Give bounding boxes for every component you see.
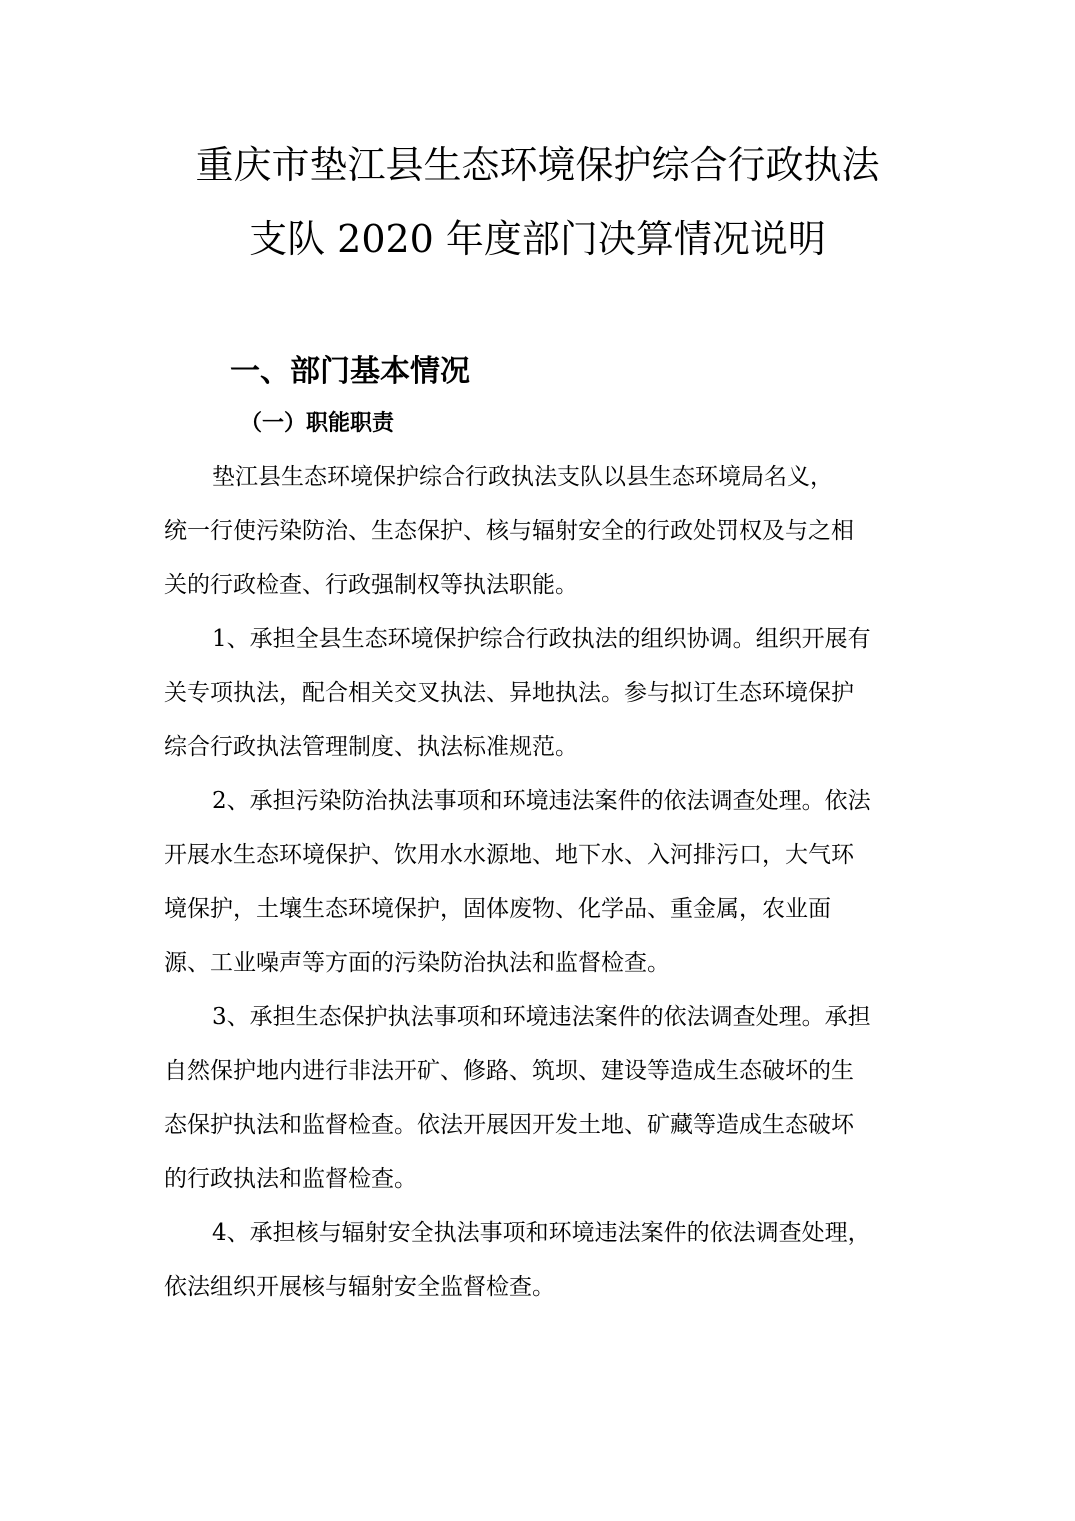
paragraph-line: 境保护，土壤生态环境保护，固体废物、化学品、重金属，农业面	[164, 896, 831, 922]
paragraph-intro	[164, 450, 924, 612]
paragraph-line: 统一行使污染防治、生态保护、核与辐射安全的行政处罚权及与之相	[164, 518, 854, 544]
paragraph-line: 3、承担生态保护执法事项和环境违法案件的依法调查处理。承担	[212, 1004, 871, 1030]
paragraph-line: 自然保护地内进行非法开矿、修路、筑坝、建设等造成生态破坏的生	[164, 1058, 854, 1084]
paragraph-line: 开展水生态环境保护、饮用水水源地、地下水、入河排污口，大气环	[164, 842, 854, 868]
paragraph-line: 依法组织开展核与辐射安全监督检查。	[164, 1274, 555, 1300]
paragraph-line: 垫江县生态环境保护综合行政执法支队以县生态环境局名义，	[212, 464, 833, 490]
paragraph-item-4	[164, 1206, 924, 1314]
paragraph-line: 1、承担全县生态环境保护综合行政执法的组织协调。组织开展有	[212, 626, 871, 652]
paragraph-line: 关专项执法，配合相关交叉执法、异地执法。参与拟订生态环境保护	[164, 680, 854, 706]
paragraph-item-2	[164, 774, 924, 990]
paragraph-item-3	[164, 990, 924, 1206]
paragraph-line: 综合行政执法管理制度、执法标准规范。	[164, 734, 578, 760]
paragraph-line: 源、工业噪声等方面的污染防治执法和监督检查。	[164, 950, 670, 976]
document-title-line-2: 支队 2020 年度部门决算情况说明	[249, 217, 826, 261]
paragraph-line: 态保护执法和监督检查。依法开展因开发土地、矿藏等造成生态破坏	[164, 1112, 854, 1138]
sub-heading: （一）职能职责	[240, 410, 395, 436]
paragraph-line: 4、承担核与辐射安全执法事项和环境违法案件的依法调查处理，	[212, 1220, 871, 1246]
paragraph-line: 的行政执法和监督检查。	[164, 1166, 417, 1192]
document-title-line-1: 重庆市垫江县生态环境保护综合行政执法	[195, 143, 880, 187]
section-heading: 一、部门基本情况	[230, 354, 470, 389]
paragraph-line: 关的行政检查、行政强制权等执法职能。	[164, 572, 578, 598]
paragraph-line: 2、承担污染防治执法事项和环境违法案件的依法调查处理。依法	[212, 788, 871, 814]
paragraph-item-1	[164, 612, 924, 774]
